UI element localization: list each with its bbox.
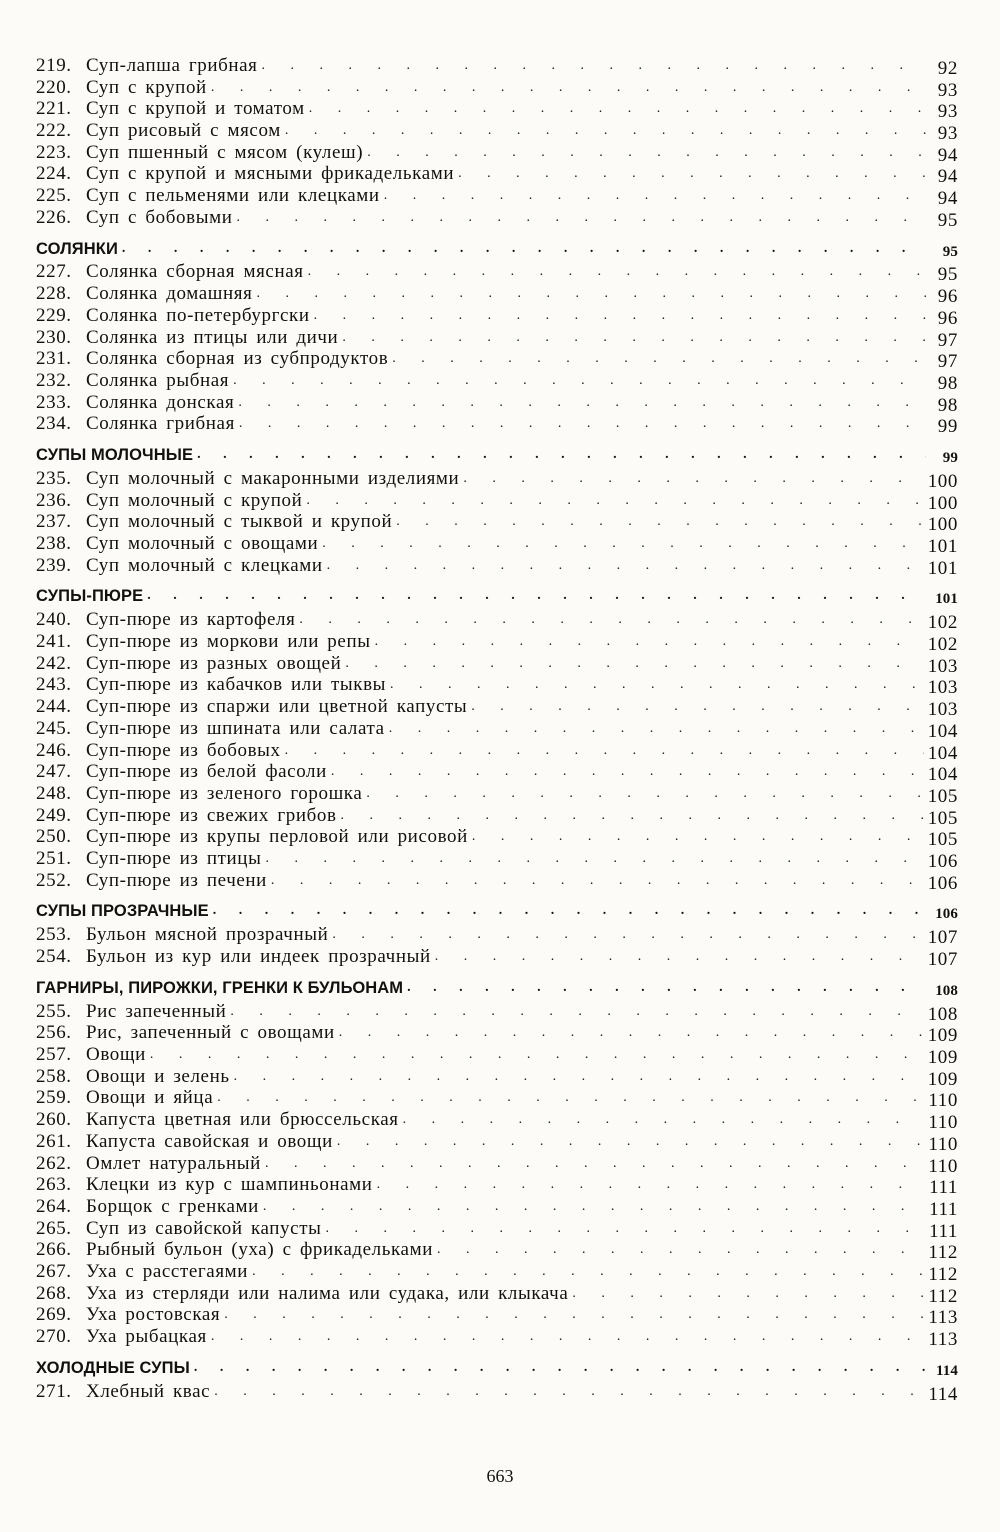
dot-leader — [403, 1109, 925, 1131]
entry-title: Суп из савойской капусты — [86, 1217, 322, 1239]
dot-leader — [213, 900, 926, 922]
dot-leader — [150, 1044, 924, 1066]
toc-entry — [36, 675, 958, 697]
entry-page-number: 96 — [937, 286, 958, 308]
toc-entry — [36, 1261, 958, 1283]
toc-entry — [36, 1131, 958, 1153]
toc-entry — [36, 142, 958, 164]
dot-leader — [252, 1261, 924, 1283]
toc-entry — [36, 1239, 958, 1264]
entry-title: Хлебный квас — [86, 1380, 211, 1402]
dot-leader — [366, 783, 923, 805]
section-page-number: 106 — [935, 906, 958, 923]
entry-number: 271. — [36, 1380, 72, 1402]
entry-number: 248. — [36, 782, 72, 804]
entry-page-number: 107 — [927, 949, 958, 971]
toc-entry — [36, 1044, 958, 1069]
dot-leader — [263, 1196, 925, 1218]
entry-number: 245. — [36, 717, 72, 739]
toc-entry — [36, 1304, 958, 1329]
dot-leader — [285, 740, 924, 762]
dot-leader — [194, 1357, 926, 1379]
toc-entry — [36, 848, 958, 870]
entry-page-number: 113 — [928, 1329, 958, 1351]
entry-number: 247. — [36, 761, 72, 783]
toc-entry — [36, 761, 958, 786]
toc-entry — [36, 783, 958, 805]
entry-title: Суп молочный с крупой — [86, 489, 303, 511]
table-of-contents — [36, 54, 958, 1405]
toc-entry — [36, 468, 958, 490]
entry-number: 264. — [36, 1195, 72, 1217]
section-title: СУПЫ ПРОЗРАЧНЫЕ — [36, 902, 209, 921]
entry-number: 231. — [36, 348, 72, 370]
dot-leader — [217, 1087, 924, 1109]
entry-title: Суп-пюре из картофеля — [86, 609, 296, 631]
entry-number: 227. — [36, 261, 72, 283]
entry-title: Суп-пюре из белой фасоли — [86, 761, 327, 783]
entry-number: 230. — [36, 326, 72, 348]
entry-title: Суп молочный с макаронными изделиями — [86, 467, 460, 489]
section-title: СУПЫ МОЛОЧНЫЕ — [36, 446, 194, 464]
entry-page-number: 92 — [937, 57, 958, 79]
entry-number: 250. — [36, 826, 72, 848]
dot-leader — [224, 1304, 924, 1326]
toc-entry — [36, 327, 958, 349]
toc-entry — [36, 1153, 958, 1175]
dot-leader — [472, 826, 924, 848]
entry-page-number: 105 — [927, 807, 958, 829]
entry-page-number: 106 — [927, 850, 958, 872]
entry-number: 238. — [36, 533, 72, 555]
entry-page-number: 96 — [937, 307, 958, 329]
entry-title: Клецки из кур с шампиньонами — [86, 1174, 373, 1196]
entry-title: Рыбный бульон (уха) с фрикадельками — [86, 1239, 433, 1261]
entry-title: Суп-пюре из разных овощей — [86, 652, 342, 674]
entry-page-number: 110 — [928, 1112, 958, 1134]
entry-page-number: 108 — [927, 1003, 958, 1025]
entry-title: Суп-лапша грибная — [86, 54, 258, 76]
entry-title: Капуста савойская и овощи — [86, 1130, 333, 1152]
entry-page-number: 110 — [928, 1090, 958, 1112]
toc-entry — [36, 305, 958, 327]
toc-entry — [36, 262, 958, 284]
dot-leader — [332, 924, 923, 946]
entry-page-number: 109 — [927, 1047, 958, 1069]
entry-page-number: 102 — [927, 612, 958, 634]
entry-page-number: 95 — [937, 209, 958, 231]
dot-leader — [384, 185, 926, 207]
entry-title: Солянка сборная мясная — [86, 261, 304, 283]
dot-leader — [345, 653, 923, 675]
toc-entry — [36, 1196, 958, 1218]
entry-number: 225. — [36, 185, 72, 207]
toc-entry — [36, 413, 958, 438]
toc-entry — [36, 370, 958, 392]
entry-page-number: 100 — [927, 514, 958, 536]
toc-entry — [36, 120, 958, 145]
entry-page-number: 111 — [929, 1177, 958, 1199]
entry-number: 221. — [36, 98, 72, 120]
toc-entry — [36, 1001, 958, 1023]
toc-entry — [36, 283, 958, 308]
entry-title: Рис запеченный — [86, 1000, 227, 1022]
entry-title: Солянка из птицы или дичи — [86, 326, 339, 348]
toc-entry — [36, 1022, 958, 1047]
dot-leader — [407, 977, 926, 999]
dot-leader — [314, 305, 926, 327]
entry-number: 265. — [36, 1217, 72, 1239]
entry-title: Солянка сборная из субпродуктов — [86, 348, 389, 370]
entry-number: 229. — [36, 304, 72, 326]
entry-number: 222. — [36, 120, 72, 142]
entry-number: 236. — [36, 489, 72, 511]
entry-page-number: 110 — [928, 1155, 958, 1177]
toc-entry — [36, 185, 958, 210]
entry-title: Солянка донская — [86, 391, 235, 413]
entry-page-number: 111 — [929, 1220, 958, 1242]
toc-entry — [36, 1174, 958, 1199]
entry-title: Суп молочный с овощами — [86, 533, 319, 555]
dot-leader — [147, 585, 926, 607]
dot-leader — [327, 555, 924, 577]
toc-entry — [36, 1218, 958, 1240]
dot-leader — [238, 392, 926, 414]
dot-leader — [122, 238, 926, 260]
entry-page-number: 114 — [928, 1383, 958, 1405]
dot-leader — [230, 1001, 923, 1023]
toc-section-heading — [36, 238, 958, 260]
dot-leader — [265, 848, 923, 870]
dot-leader — [325, 1218, 925, 1240]
toc-entry — [36, 77, 958, 99]
toc-entry — [36, 1283, 958, 1305]
entry-title: Суп-пюре из свежих грибов — [86, 804, 337, 826]
entry-page-number: 104 — [927, 764, 958, 786]
section-page-number: 101 — [935, 591, 958, 608]
entry-number: 254. — [36, 946, 72, 968]
entry-title: Уха из стерляди или налима или судака, или клыкача — [86, 1282, 569, 1304]
entry-title: Солянка домашняя — [86, 283, 253, 305]
toc-entry — [36, 55, 958, 77]
entry-page-number: 97 — [937, 329, 958, 351]
entry-page-number: 107 — [927, 927, 958, 949]
entry-page-number: 97 — [937, 351, 958, 373]
entry-title: Суп-пюре из крупы перловой или рисовой — [86, 826, 468, 848]
entry-number: 232. — [36, 369, 72, 391]
entry-page-number: 103 — [927, 699, 958, 721]
entry-title: Суп с крупой и томатом — [86, 98, 305, 120]
entry-title: Суп-пюре из спаржи или цветной капусты — [86, 696, 468, 718]
entry-number: 219. — [36, 54, 72, 76]
entry-page-number: 100 — [927, 492, 958, 514]
toc-entry — [36, 511, 958, 536]
dot-leader — [337, 1131, 925, 1153]
toc-entry — [36, 98, 958, 123]
toc-entry — [36, 826, 958, 851]
dot-leader — [271, 870, 924, 892]
section-title: СОЛЯНКИ — [36, 239, 118, 258]
toc-entry — [36, 490, 958, 512]
entry-page-number: 93 — [937, 101, 958, 123]
toc-entry — [36, 609, 958, 634]
entry-page-number: 105 — [927, 829, 958, 851]
entry-title: Солянка рыбная — [86, 369, 230, 391]
section-page-number: 114 — [936, 1362, 958, 1379]
toc-entry — [36, 1326, 958, 1351]
entry-title: Суп-пюре из шпината или салата — [86, 717, 385, 739]
entry-title: Суп рисовый с мясом — [86, 120, 281, 142]
section-page-number: 99 — [942, 450, 958, 466]
entry-title: Суп молочный с клецками — [86, 554, 323, 576]
entry-number: 260. — [36, 1109, 72, 1131]
toc-entry — [36, 163, 958, 188]
dot-leader — [375, 631, 924, 653]
dot-leader — [390, 674, 924, 696]
entry-page-number: 98 — [937, 394, 958, 416]
entry-page-number: 93 — [937, 79, 958, 101]
entry-page-number: 109 — [927, 1068, 958, 1090]
entry-title: Овощи — [86, 1044, 146, 1066]
toc-section-heading — [36, 1357, 958, 1379]
entry-page-number: 94 — [937, 144, 958, 166]
entry-page-number: 93 — [937, 123, 958, 145]
dot-leader — [392, 348, 926, 370]
section-title: СУПЫ-ПЮРЕ — [36, 587, 144, 606]
toc-entry — [36, 924, 958, 949]
dot-leader — [256, 283, 926, 305]
toc-entry — [36, 740, 958, 762]
entry-number: 237. — [36, 511, 72, 533]
section-title: ГАРНИРЫ, ПИРОЖКИ, ГРЕНКИ К БУЛЬОНАМ — [36, 978, 404, 997]
dot-leader — [437, 1239, 924, 1261]
entry-number: 240. — [36, 609, 72, 631]
entry-number: 241. — [36, 631, 72, 653]
entry-number: 233. — [36, 391, 72, 413]
entry-title: Овощи и зелень — [86, 1065, 230, 1087]
toc-entry — [36, 653, 958, 675]
entry-number: 234. — [36, 413, 72, 435]
entry-number: 258. — [36, 1065, 72, 1087]
entry-number: 223. — [36, 141, 72, 163]
dot-leader — [396, 511, 923, 533]
dot-leader — [299, 609, 923, 631]
entry-page-number: 103 — [927, 677, 958, 699]
entry-title: Бульон мясной прозрачный — [86, 924, 329, 946]
entry-page-number: 101 — [927, 557, 958, 579]
dot-leader — [341, 805, 924, 827]
toc-section-heading — [36, 444, 958, 466]
dot-leader — [331, 761, 924, 783]
entry-number: 220. — [36, 76, 72, 98]
entry-number: 246. — [36, 739, 72, 761]
toc-entry — [36, 631, 958, 656]
dot-leader — [239, 413, 926, 435]
dot-leader — [389, 718, 924, 740]
entry-number: 243. — [36, 674, 72, 696]
dot-leader — [342, 327, 926, 349]
entry-number: 239. — [36, 554, 72, 576]
toc-entry — [36, 805, 958, 827]
page-number: 663 — [486, 1466, 514, 1486]
entry-number: 262. — [36, 1152, 72, 1174]
toc-entry — [36, 718, 958, 740]
dot-leader — [463, 468, 923, 490]
dot-leader — [322, 533, 923, 555]
entry-page-number: 104 — [927, 720, 958, 742]
entry-page-number: 95 — [937, 264, 958, 286]
dot-leader — [308, 261, 926, 283]
entry-page-number: 104 — [927, 742, 958, 764]
entry-page-number: 103 — [927, 655, 958, 677]
entry-number: 256. — [36, 1022, 72, 1044]
entry-page-number: 113 — [928, 1307, 958, 1329]
entry-number: 266. — [36, 1239, 72, 1261]
section-title: ХОЛОДНЫЕ СУПЫ — [36, 1358, 190, 1377]
entry-title: Суп-пюре из моркови или репы — [86, 631, 371, 653]
entry-title: Суп-пюре из бобовых — [86, 739, 281, 761]
entry-title: Капуста цветная или брюссельская — [86, 1109, 399, 1131]
entry-page-number: 105 — [927, 785, 958, 807]
entry-title: Суп-пюре из кабачков или тыквы — [86, 674, 387, 696]
toc-entry — [36, 1381, 958, 1403]
entry-number: 249. — [36, 804, 72, 826]
entry-number: 259. — [36, 1087, 72, 1109]
entry-title: Рис, запеченный с овощами — [86, 1022, 335, 1044]
dot-leader — [233, 370, 926, 392]
entry-title: Омлет натуральный — [86, 1152, 261, 1174]
entry-title: Суп с пельменями или клецками — [86, 185, 380, 207]
entry-title: Суп-пюре из птицы — [86, 847, 262, 869]
section-page-number: 95 — [942, 243, 958, 260]
entry-number: 251. — [36, 847, 72, 869]
entry-page-number: 102 — [927, 634, 958, 656]
entry-number: 255. — [36, 1000, 72, 1022]
toc-entry — [36, 1109, 958, 1134]
dot-leader — [234, 1066, 924, 1088]
entry-title: Суп молочный с тыквой и крупой — [86, 511, 393, 533]
entry-number: 261. — [36, 1130, 72, 1152]
toc-entry — [36, 1066, 958, 1088]
dot-leader — [572, 1283, 924, 1305]
entry-number: 242. — [36, 652, 72, 674]
entry-page-number: 106 — [927, 872, 958, 894]
entry-page-number: 109 — [927, 1025, 958, 1047]
entry-page-number: 100 — [927, 470, 958, 492]
entry-number: 269. — [36, 1304, 72, 1326]
entry-title: Суп с бобовыми — [86, 206, 233, 228]
toc-entry — [36, 207, 958, 229]
toc-entry — [36, 533, 958, 558]
entry-title: Солянка по-петербургски — [86, 304, 310, 326]
dot-leader — [339, 1022, 924, 1044]
entry-title: Борщок с гренками — [86, 1195, 259, 1217]
entry-page-number: 111 — [929, 1198, 958, 1220]
entry-title: Солянка грибная — [86, 413, 235, 435]
entry-title: Овощи и яйца — [86, 1087, 214, 1109]
toc-section-heading — [36, 900, 958, 922]
toc-entry — [36, 946, 958, 971]
entry-page-number: 99 — [937, 416, 958, 438]
dot-leader — [285, 120, 926, 142]
toc-section-heading — [36, 977, 958, 999]
dot-leader — [197, 444, 926, 466]
toc-entry — [36, 870, 958, 892]
entry-number: 270. — [36, 1326, 72, 1348]
toc-entry — [36, 696, 958, 721]
entry-title: Суп-пюре из печени — [86, 869, 267, 891]
entry-title: Суп с крупой и мясными фрикадельками — [86, 163, 455, 185]
entry-number: 224. — [36, 163, 72, 185]
dot-leader — [236, 207, 926, 229]
toc-entry — [36, 348, 958, 373]
entry-page-number: 98 — [937, 372, 958, 394]
entry-number: 263. — [36, 1174, 72, 1196]
entry-number: 253. — [36, 924, 72, 946]
dot-leader — [306, 490, 923, 512]
entry-page-number: 112 — [928, 1285, 958, 1307]
entry-title: Суп-пюре из зеленого горошка — [86, 782, 363, 804]
entry-title: Бульон из кур или индеек прозрачный — [86, 946, 431, 968]
dot-leader — [471, 696, 923, 718]
toc-entry — [36, 1088, 958, 1110]
entry-title: Уха рыбацкая — [86, 1326, 207, 1348]
entry-number: 244. — [36, 696, 72, 718]
dot-leader — [265, 1153, 924, 1175]
dot-leader — [435, 946, 924, 968]
entry-page-number: 110 — [928, 1133, 958, 1155]
entry-page-number: 94 — [937, 166, 958, 188]
toc-section-heading — [36, 585, 958, 607]
dot-leader — [211, 1326, 925, 1348]
entry-number: 252. — [36, 869, 72, 891]
toc-entry — [36, 555, 958, 577]
entry-title: Суп пшенный с мясом (кулеш) — [86, 141, 364, 163]
section-page-number: 108 — [935, 982, 958, 999]
entry-page-number: 101 — [927, 536, 958, 558]
entry-number: 268. — [36, 1282, 72, 1304]
dot-leader — [377, 1174, 926, 1196]
dot-leader — [262, 55, 926, 77]
dot-leader — [211, 77, 926, 99]
entry-number: 235. — [36, 467, 72, 489]
entry-number: 267. — [36, 1260, 72, 1282]
entry-page-number: 112 — [928, 1242, 958, 1264]
dot-leader — [458, 163, 926, 185]
entry-number: 228. — [36, 283, 72, 305]
entry-title: Суп с крупой — [86, 76, 207, 98]
entry-number: 257. — [36, 1044, 72, 1066]
entry-page-number: 112 — [928, 1263, 958, 1285]
entry-page-number: 94 — [937, 188, 958, 210]
dot-leader — [214, 1381, 924, 1403]
entry-title: Уха с расстегаями — [86, 1260, 249, 1282]
dot-leader — [309, 98, 926, 120]
toc-entry — [36, 392, 958, 414]
entry-title: Уха ростовская — [86, 1304, 221, 1326]
dot-leader — [367, 142, 926, 164]
entry-number: 226. — [36, 206, 72, 228]
